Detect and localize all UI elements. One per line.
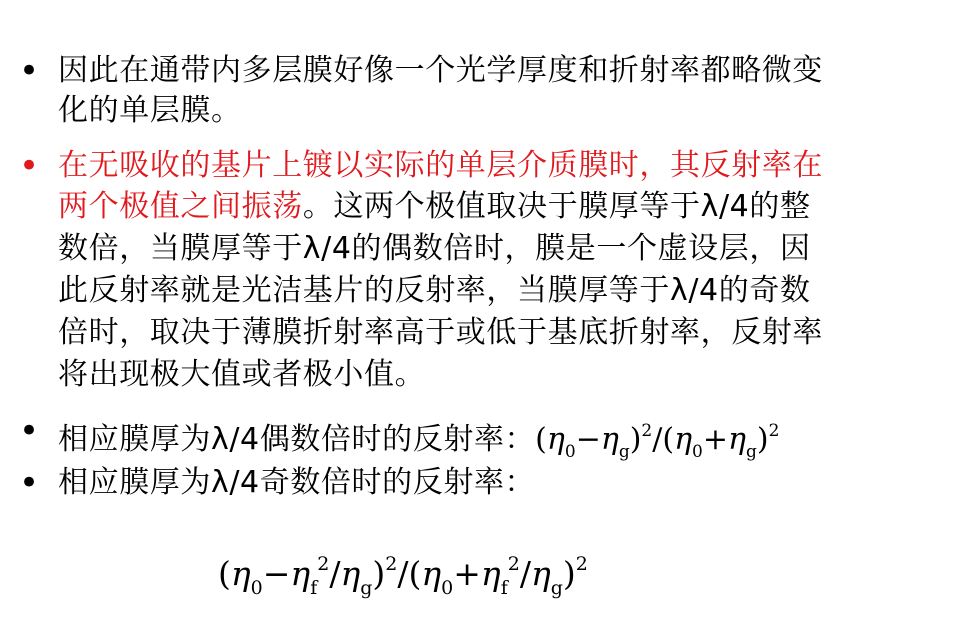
bullet-marker: •: [18, 463, 40, 503]
slash-paren: /(: [652, 422, 675, 457]
eta-symbol: η: [480, 554, 501, 593]
subscript-g: g: [550, 577, 563, 599]
subscript-0: 0: [250, 577, 263, 599]
bullet-1-line-2: 化的单层膜。: [58, 93, 242, 128]
paren-close: ): [372, 554, 386, 593]
subscript-f: f: [310, 577, 318, 599]
plus-sign: +: [702, 422, 729, 457]
subscript-g: g: [746, 442, 757, 462]
minus-sign: −: [575, 422, 601, 457]
bullet-2-line-6: 将出现极大值或者极小值。: [58, 357, 426, 392]
superscript-2: 2: [575, 553, 588, 575]
eta-symbol: η: [546, 422, 565, 457]
eta-symbol: η: [728, 422, 746, 457]
even-reflectance-formula: [535, 421, 780, 462]
bullet-3-text: 相应膜厚为λ/4偶数倍时的反射率：: [58, 422, 536, 457]
eta-symbol: η: [530, 554, 551, 593]
bullet-1-line-1: 因此在通带内多层膜好像一个光学厚度和折射率都略微变: [58, 53, 823, 88]
plus-sign: +: [453, 554, 481, 593]
superscript-2: 2: [768, 421, 780, 441]
eta-symbol: η: [421, 554, 442, 593]
subscript-0: 0: [441, 577, 454, 599]
subscript-0: 0: [564, 442, 576, 462]
bullet-marker: •: [18, 146, 40, 186]
bullet-marker: •: [18, 411, 40, 451]
odd-reflectance-formula: [218, 540, 588, 612]
paren-close: ): [629, 422, 642, 457]
superscript-2: 2: [641, 421, 653, 441]
superscript-2: 2: [507, 553, 520, 575]
paren-open: (: [535, 422, 547, 457]
bullet-2-line-2: [58, 184, 811, 230]
eta-symbol: η: [290, 554, 311, 593]
superscript-2: 2: [317, 553, 330, 575]
bullet-2-line-4: 此反射率就是光洁基片的反射率，当膜厚等于λ/4的奇数: [58, 273, 811, 308]
bullet-4-text: 相应膜厚为λ/4奇数倍时的反射率：: [58, 465, 536, 500]
superscript-2: 2: [385, 553, 398, 575]
bullet-2-line-5: 倍时，取决于薄膜折射率高于或低于基底折射率，反射率: [58, 315, 823, 350]
eta-symbol: η: [674, 422, 693, 457]
bullet-2-red-line-2: 两个极值之间振荡: [58, 189, 303, 224]
bullet-2-line-2-rest: 。这两个极值取决于膜厚等于λ/4的整: [302, 189, 811, 224]
eta-symbol: η: [600, 422, 619, 457]
eta-symbol: η: [340, 554, 361, 593]
minus-sign: −: [262, 554, 291, 593]
paren-close: ): [756, 422, 769, 457]
slash: /: [329, 554, 341, 593]
subscript-0: 0: [692, 442, 703, 462]
slash: /: [519, 554, 531, 593]
paren-close: ): [562, 554, 576, 593]
bullet-2-red-line-1: 在无吸收的基片上镀以实际的单层介质膜时，其反射率在: [58, 148, 823, 183]
subscript-g: g: [360, 577, 373, 599]
subscript-g: g: [618, 442, 630, 462]
subscript-f: f: [500, 577, 508, 599]
bullet-marker: •: [18, 51, 40, 91]
slash-paren: /(: [397, 554, 422, 593]
eta-symbol: η: [230, 554, 251, 593]
bullet-2-line-3: 数倍，当膜厚等于λ/4的偶数倍时，膜是一个虚设层，因: [58, 231, 811, 266]
paren-open: (: [218, 554, 231, 593]
